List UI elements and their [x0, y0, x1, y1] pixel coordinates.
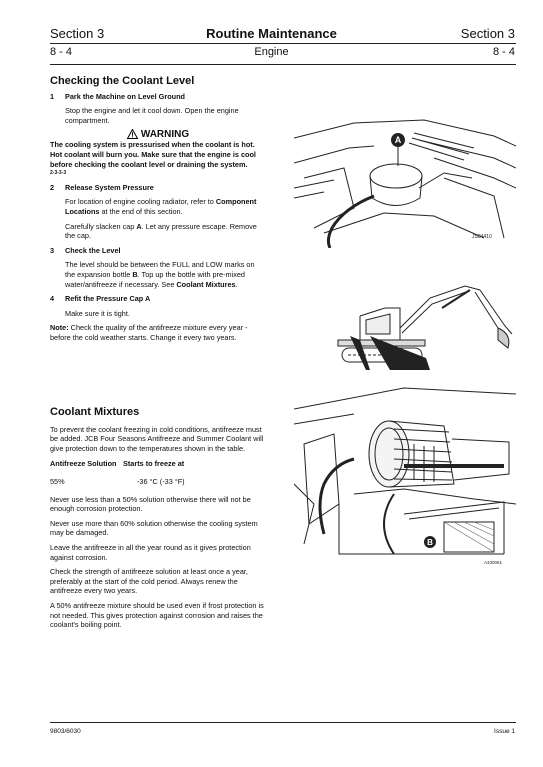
- mixtures-para-4: Check the strength of antifreeze solution at least once a year, preferably at the start of the cold period. Always renew the antifreeze every two years.: [50, 567, 248, 596]
- figure-2-label: B: [427, 538, 433, 547]
- page-title: Routine Maintenance: [206, 26, 337, 41]
- section-label-left: Section 3: [50, 26, 105, 41]
- table-col-solution: Antifreeze Solution: [50, 459, 117, 469]
- bottle-b-ref: B: [132, 269, 138, 279]
- note-label: Note:: [50, 323, 69, 333]
- mixtures-para-2: Never use more than 60% solution otherwise the cooling system may be damaged.: [50, 518, 258, 538]
- warning-text: The cooling system is pressurised when the coolant is hot. Hot coolant will burn you. Make sure that the engine is cool before checking the coolant level or draining the system.: [50, 140, 256, 169]
- footer-rule: [50, 722, 516, 723]
- table-row: [50, 477, 266, 487]
- step-3-text-a: The level should be between the FULL and LOW marks on the expansion bottle: [65, 260, 255, 279]
- warning-header: [50, 129, 266, 139]
- step-3-title: [50, 246, 266, 256]
- step-3-text-c: .: [235, 279, 238, 289]
- section-label-right: Section 3: [460, 26, 515, 41]
- warning-icon: [127, 129, 138, 139]
- chapter-subtitle: Engine: [254, 46, 289, 58]
- mixtures-para-3: Leave the antifreeze in all the year round as it gives protection against corrosion.: [50, 542, 251, 562]
- table-cell-freeze: -36 °C (-33 °F): [137, 476, 185, 486]
- step-2-text-2: [50, 222, 266, 241]
- step-3-number: 3: [50, 245, 55, 255]
- mixtures-para-1: Never use less than a 50% solution otherwise there will not be enough corrosion protection.: [50, 494, 251, 514]
- mixtures-heading: Coolant Mixtures: [50, 406, 140, 418]
- mixtures-para-5: A 50% antifreeze mixture should be used even if frost protection is not needed. This gives protection against corrosion and raises the coolant's boiling point.: [50, 600, 264, 630]
- step-2-title: [50, 183, 266, 193]
- step-4-number: 4: [50, 294, 55, 304]
- mixtures-intro: To prevent the coolant freezing in cold conditions, antifreeze must be added. JCB Four Seasons Antifreeze and Summer Coolant will give protection down to the temperatures shown in the table.: [50, 424, 264, 453]
- warning-reference: 2-3-3-3: [50, 170, 67, 177]
- freeze-table-header: [50, 459, 266, 469]
- step-4-label: Refit the Pressure Cap A: [65, 294, 151, 304]
- figure-1-code: JS04410: [472, 234, 492, 240]
- warning-title: WARNING: [140, 128, 190, 140]
- mixtures-section: [50, 408, 266, 630]
- page-number-right: 8 - 4: [492, 46, 515, 58]
- coolant-mixtures-ref: Coolant Mixtures: [176, 279, 236, 289]
- expansion-bottle-illustration: [294, 384, 516, 569]
- excavator-illustration: [330, 278, 516, 370]
- step-2-text2-a: Carefully slacken cap: [65, 221, 137, 231]
- figure-2-code: A330061: [484, 560, 503, 565]
- checking-heading: Checking the Coolant Level: [50, 75, 195, 87]
- issue-number: Issue 1: [494, 728, 515, 735]
- step-2-number: 2: [50, 182, 55, 192]
- note-text: Check the quality of the antifreeze mixture every year - before the cold weather starts. Change it every two years.: [50, 323, 248, 342]
- step-2-text-b: at the end of this section.: [99, 206, 183, 216]
- step-1-number: 1: [50, 91, 55, 101]
- checking-section: [50, 77, 266, 342]
- step-2-text2-b: . Let any pressure escape. Remove the cap.: [65, 221, 257, 241]
- warning-box: [50, 129, 266, 178]
- component-locations-ref: Component Locations: [65, 197, 257, 216]
- table-cell-solution: 55%: [50, 476, 65, 486]
- step-3-label: Check the Level: [65, 245, 121, 255]
- step-2-text-a: For location of engine cooling radiator, refer to: [65, 197, 216, 207]
- cap-a-ref: A: [136, 221, 142, 231]
- step-1-label: Park the Machine on Level Ground: [65, 91, 186, 101]
- figure-1-label: A: [394, 135, 402, 145]
- note: [50, 323, 266, 342]
- step-1-text: Stop the engine and let it cool down. Open the engine compartment.: [65, 106, 239, 125]
- radiator-cap-illustration: [294, 118, 516, 248]
- step-4-title: [50, 294, 266, 304]
- subheader-rule: [50, 64, 516, 65]
- document-number: 9803/6030: [50, 728, 81, 735]
- header-rule: [50, 43, 516, 44]
- page-number-left: 8 - 4: [50, 46, 73, 58]
- table-col-freeze: Starts to freeze at: [123, 459, 185, 469]
- step-3-text-b: . Top up the bottle with pre-mixed water/antifreeze if necessary. See: [65, 269, 245, 289]
- step-2-label: Release System Pressure: [65, 182, 154, 192]
- step-2-text: [50, 197, 266, 216]
- step-1-title: [50, 92, 266, 102]
- step-4-text: Make sure it is tight.: [65, 308, 130, 318]
- step-3-text: [50, 260, 266, 289]
